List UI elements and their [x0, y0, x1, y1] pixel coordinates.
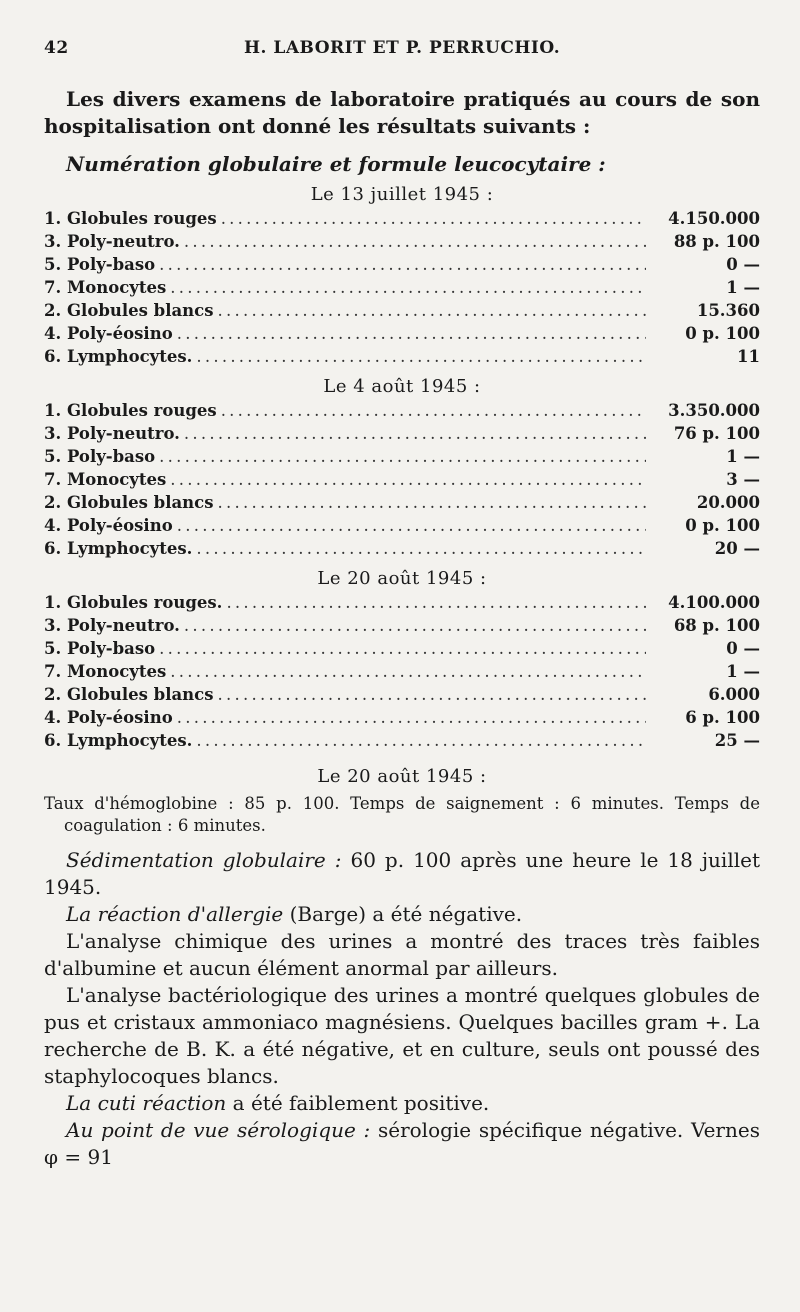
cuti-text: a été faiblement positive. — [226, 1091, 490, 1115]
row-label: 7. Monocytes — [44, 662, 167, 681]
leader-dots — [170, 468, 646, 491]
leader-dots — [226, 591, 646, 614]
row-value: 1 — — [726, 447, 760, 466]
row-label: 4. Poly-éosino — [44, 516, 173, 535]
row-label: 3. Poly-neutro. — [44, 616, 180, 635]
row-value: 76 p. 100 — [673, 424, 760, 443]
table-row — [44, 345, 760, 368]
table-row — [44, 637, 760, 660]
row-label: 1. Globules rouges — [44, 401, 217, 420]
table-row — [44, 322, 760, 345]
row-label: 4. Poly-éosino — [44, 324, 173, 343]
exam-table-2 — [44, 399, 760, 560]
exam-table-3 — [44, 591, 760, 752]
allergie-paragraph — [44, 901, 760, 928]
allergie-text: (Barge) a été négative. — [283, 902, 523, 926]
hemoglobin-paragraph: Taux d'hémoglobine : 85 p. 100. Temps de saignement : 6 minutes. Temps de coagulation : 6 minutes. — [44, 794, 760, 835]
table-row — [44, 591, 760, 614]
serologie-text: sérologie spécifique négative. Vernes φ = 91 — [44, 1118, 760, 1169]
sedimentation-paragraph — [44, 847, 760, 901]
exam-date-3: Le 20 août 1945 : — [317, 568, 487, 589]
row-value: 4.150.000 — [668, 209, 760, 228]
table-row — [44, 276, 760, 299]
table-row — [44, 491, 760, 514]
exam-date-4: Le 20 août 1945 : — [317, 766, 487, 787]
table-row — [44, 537, 760, 560]
urines-bacterio-paragraph: L'analyse bactériologique des urines a montré quelques globules de pus et cristaux ammoniaco magnésiens. Quelques bacilles gram +. La recherche de B. K. a été négative, et en culture, seuls ont poussé des staphylocoques blancs. — [44, 983, 760, 1088]
page-header — [44, 38, 760, 58]
leader-dots — [177, 322, 646, 345]
row-label: 5. Poly-baso — [44, 639, 156, 658]
row-value: 0 — — [726, 639, 760, 658]
serologie-paragraph — [44, 1117, 760, 1171]
row-label: 2. Globules blancs — [44, 493, 214, 512]
table-row — [44, 729, 760, 752]
table-row — [44, 445, 760, 468]
row-value: 20.000 — [696, 493, 760, 512]
table-row — [44, 468, 760, 491]
row-label: 3. Poly-neutro. — [44, 232, 180, 251]
table-row — [44, 253, 760, 276]
table-row — [44, 399, 760, 422]
table-row — [44, 299, 760, 322]
leader-dots — [177, 706, 646, 729]
leader-dots — [218, 299, 647, 322]
row-label: 2. Globules blancs — [44, 685, 214, 704]
row-value: 68 p. 100 — [673, 616, 760, 635]
leader-dots — [159, 637, 646, 660]
row-label: 6. Lymphocytes. — [44, 539, 193, 558]
sedimentation-label: Sédimentation globulaire : — [66, 848, 342, 872]
leader-dots — [170, 276, 646, 299]
row-label: 2. Globules blancs — [44, 301, 214, 320]
row-label: 5. Poly-baso — [44, 255, 156, 274]
intro-paragraph: Les divers examens de laboratoire pratiqués au cours de son hospitalisation ont donné les résultats suivants : — [44, 87, 760, 138]
leader-dots — [159, 253, 646, 276]
row-label: 1. Globules rouges. — [44, 593, 223, 612]
row-label: 6. Lymphocytes. — [44, 731, 193, 750]
row-value: 4.100.000 — [668, 593, 760, 612]
row-value: 6 p. 100 — [685, 708, 760, 727]
exam-table-1 — [44, 207, 760, 368]
serologie-label: Au point de vue sérologique : — [66, 1118, 371, 1142]
page-number: 42 — [44, 38, 69, 58]
row-value: 25 — — [714, 731, 760, 750]
leader-dots — [159, 445, 646, 468]
table-row — [44, 514, 760, 537]
leader-dots — [196, 345, 646, 368]
leader-dots — [196, 729, 646, 752]
row-label: 5. Poly-baso — [44, 447, 156, 466]
leader-dots — [218, 491, 647, 514]
row-label: 4. Poly-éosino — [44, 708, 173, 727]
row-label: 6. Lymphocytes. — [44, 347, 193, 366]
row-value: 6.000 — [708, 685, 760, 704]
leader-dots — [196, 537, 646, 560]
table-row — [44, 706, 760, 729]
table-row — [44, 230, 760, 253]
allergie-label: La réaction d'allergie — [66, 902, 284, 926]
running-title: H. LABORIT ET P. PERRUCHIO. — [244, 38, 561, 58]
table-row — [44, 207, 760, 230]
row-value: 0 — — [726, 255, 760, 274]
row-value: 11 — [737, 347, 760, 366]
table-row — [44, 614, 760, 637]
leader-dots — [184, 230, 646, 253]
sedimentation-text: 60 p. 100 après une heure le 18 juillet 1945. — [44, 848, 760, 899]
cuti-paragraph — [44, 1090, 760, 1117]
row-value: 0 p. 100 — [685, 516, 760, 535]
row-value: 1 — — [726, 662, 760, 681]
leader-dots — [221, 207, 646, 230]
row-label: 1. Globules rouges — [44, 209, 217, 228]
exam-date-1: Le 13 juillet 1945 : — [310, 184, 494, 205]
leader-dots — [170, 660, 646, 683]
leader-dots — [184, 614, 646, 637]
leader-dots — [184, 422, 646, 445]
leader-dots — [177, 514, 646, 537]
row-label: 7. Monocytes — [44, 278, 167, 297]
row-value: 88 p. 100 — [673, 232, 760, 251]
row-value: 3 — — [726, 470, 760, 489]
row-label: 7. Monocytes — [44, 470, 167, 489]
section-subheading: Numération globulaire et formule leucocytaire : — [66, 152, 606, 176]
urines-chimique-paragraph: L'analyse chimique des urines a montré des traces très faibles d'albumine et aucun élément anormal par ailleurs. — [44, 929, 760, 980]
row-label: 3. Poly-neutro. — [44, 424, 180, 443]
exam-date-2: Le 4 août 1945 : — [323, 376, 481, 397]
leader-dots — [218, 683, 647, 706]
leader-dots — [221, 399, 646, 422]
row-value: 1 — — [726, 278, 760, 297]
cuti-label: La cuti réaction — [66, 1091, 227, 1115]
table-row — [44, 422, 760, 445]
row-value: 15.360 — [696, 301, 760, 320]
table-row — [44, 660, 760, 683]
row-value: 0 p. 100 — [685, 324, 760, 343]
row-value: 20 — — [714, 539, 760, 558]
row-value: 3.350.000 — [668, 401, 760, 420]
table-row — [44, 683, 760, 706]
